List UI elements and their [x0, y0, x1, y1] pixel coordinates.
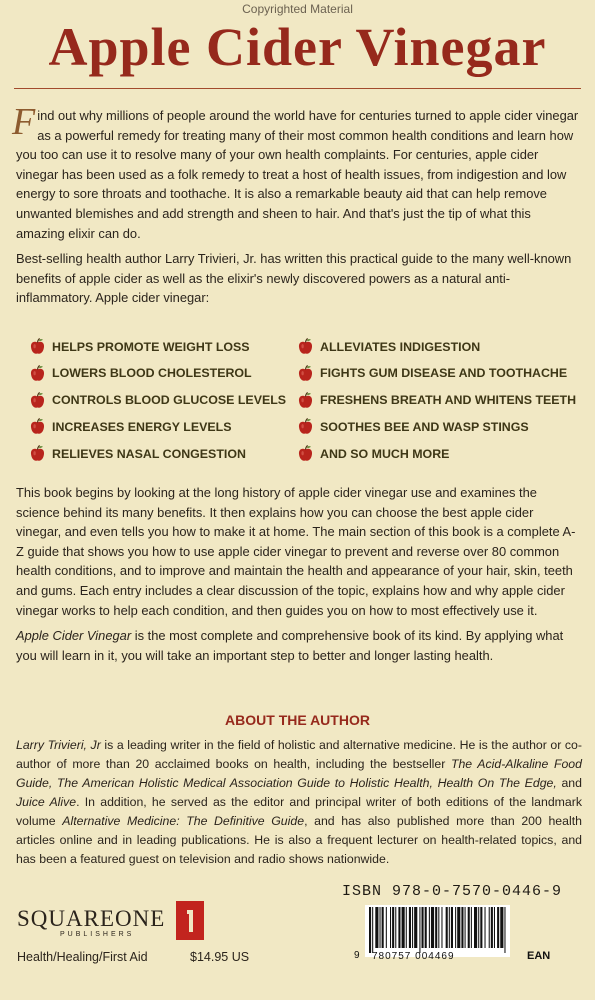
author-bio	[16, 736, 582, 869]
benefit-label: INCREASES ENERGY LEVELS	[52, 419, 232, 434]
title-divider	[14, 88, 581, 89]
body-paragraph-2-text: is the most complete and comprehensive book of its kind. By applying what you will learn in it, you will take an important step to better and longer lasting health.	[16, 628, 564, 663]
benefit-label: FIGHTS GUM DISEASE AND TOOTHACHE	[320, 366, 568, 381]
barcode-bar	[422, 907, 424, 948]
benefit-item	[298, 445, 449, 462]
barcode-bar	[451, 907, 453, 948]
barcode-bar	[485, 907, 486, 948]
barcode-bar	[402, 907, 405, 948]
barcode-bar	[419, 907, 420, 953]
barcode-bar	[465, 907, 466, 948]
book-title: Apple Cider Vinegar	[48, 17, 547, 77]
barcode-bar	[429, 907, 430, 948]
benefit-label: HELPS PROMOTE WEIGHT LOSS	[52, 339, 250, 354]
barcode-bar	[504, 907, 505, 953]
barcode-bar	[414, 907, 417, 948]
benefit-item	[298, 418, 529, 435]
author-name: Larry Trivieri, Jr	[16, 738, 101, 752]
intro-paragraph	[12, 101, 582, 243]
author-bio-text-2: and	[556, 776, 582, 790]
barcode-digits: 780757 004469	[372, 951, 455, 962]
barcode-bar	[457, 907, 460, 948]
book-title-italic: Apple Cider Vinegar	[16, 628, 132, 644]
publisher-logo-mark	[176, 901, 204, 940]
apple-icon	[30, 365, 45, 382]
author-bio-text-3: . In addition, he served as the editor and principal writer of both editions of the landmark volume	[16, 795, 582, 828]
barcode-bar	[392, 907, 394, 948]
intro-paragraph-text: ind out why millions of people around the world have for centuries turned to apple cider vinegar as a powerful remedy for treating many of their most common health conditions and learn how you too can use it to resolve many of your own health complaints. For centuries, apple cider vinegar has been used as a folk remedy to treat a host of health issues, from indigestion and low energy to sore throats and toothache. It is also a remarkable beauty aid that can help remove unwanted blemishes and add strength and sheen to hair. And that's just the tip of what this amazing elixir can do.	[16, 108, 579, 241]
benefit-item	[30, 365, 252, 382]
barcode-bar	[489, 907, 490, 948]
barcode-bar	[471, 907, 472, 948]
barcode-bar	[375, 907, 378, 948]
barcode-bar	[382, 907, 384, 948]
watermark: Copyrighted Material	[242, 2, 353, 16]
benefit-item	[298, 365, 567, 382]
benefit-item	[30, 445, 246, 462]
barcode-bar	[406, 907, 407, 948]
barcode-bar	[494, 907, 495, 948]
drop-cap: F	[12, 101, 36, 143]
apple-icon	[298, 445, 313, 462]
apple-icon	[30, 338, 45, 355]
barcode-bar	[369, 907, 371, 953]
benefit-item	[298, 338, 480, 355]
barcode-bar	[441, 907, 442, 948]
isbn: ISBN 978-0-7570-0446-9	[342, 883, 563, 900]
barcode-bar	[438, 907, 439, 948]
barcode	[365, 905, 510, 957]
barcode-bar	[480, 907, 482, 948]
barcode-number	[354, 950, 455, 962]
benefit-label: RELIEVES NASAL CONGESTION	[52, 446, 246, 461]
barcode-bar	[395, 907, 396, 948]
barcode-bar	[398, 907, 400, 948]
barcode-bar	[474, 907, 477, 948]
author-bio-text-1: is a leading writer in the field of holistic and alternative medicine. He is the author or co-author of more than 20 acclaimed books on health, including the bestseller	[16, 738, 582, 771]
category-label: Health/Healing/First Aid	[17, 950, 148, 964]
apple-icon	[30, 392, 45, 409]
barcode-bar	[478, 907, 479, 948]
body-paragraph-2	[16, 626, 582, 665]
price: $14.95 US	[190, 950, 250, 964]
intro-paragraph-2: Best-selling health author Larry Trivieri, Jr. has written this practical guide to the many well-known benefits of apple cider as well as the elixir's newly discovered powers as a natural anti-inflammatory. Apple cider vinegar:	[16, 251, 572, 306]
benefit-label: LOWERS BLOOD CHOLESTEROL	[52, 366, 252, 381]
benefit-item	[298, 392, 576, 409]
barcode-bar	[431, 907, 434, 948]
apple-icon	[298, 392, 313, 409]
barcode-bar	[497, 907, 499, 948]
benefit-label: FRESHENS BREATH AND WHITENS TEETH	[320, 393, 577, 408]
barcode-bar	[412, 907, 413, 948]
benefit-label: SOOTHES BEE AND WASP STINGS	[320, 419, 529, 434]
barcode-bar	[468, 907, 470, 948]
barcode-lead-digit: 9	[354, 950, 361, 961]
author-books-3: Alternative Medicine: The Definitive Guide	[62, 814, 305, 828]
apple-icon	[298, 365, 313, 382]
author-bio-text-4: , and has also published more than 200 health articles online and in leading publications. He is also a frequent lecturer on health-related topics, and has been a featured guest on television and radio shows nationwide.	[16, 814, 582, 866]
barcode-bar	[461, 907, 463, 948]
barcode-bar	[380, 907, 381, 948]
benefit-item	[30, 392, 286, 409]
apple-icon	[298, 418, 313, 435]
ean-label: EAN	[527, 950, 551, 962]
barcode-bar	[455, 907, 456, 948]
barcode-bar	[409, 907, 411, 948]
barcode-bar	[390, 907, 391, 948]
barcode-bar	[425, 907, 427, 948]
publisher-sub: PUBLISHERS	[60, 931, 135, 938]
barcode-bar	[446, 907, 448, 948]
barcode-bar	[372, 907, 373, 953]
body-text	[16, 483, 582, 671]
barcode-bar	[491, 907, 493, 948]
apple-icon	[30, 418, 45, 435]
about-author-heading: ABOUT THE AUTHOR	[225, 712, 370, 728]
benefit-item	[30, 418, 231, 435]
barcode-bar	[386, 907, 387, 948]
benefit-label: ALLEVIATES INDIGESTION	[320, 339, 481, 354]
author-books-2: Juice Alive	[16, 795, 77, 809]
body-paragraph: This book begins by looking at the long history of apple cider vinegar use and examines the science behind its many benefits. It then explains how you can choose the best apple cider vinegar, and even tells you how to make it at home. The main section of this book is a complete A-Z guide that shows you how to use apple cider vinegar to prevent and reverse over 80 common health conditions, and to improve and maintain the health and appearance of your hair, skin, teeth and gums. Each entry includes a clear discussion of the topic, explains how and why apple cider vinegar works to help each condition, and then guides you on how to most effectively use it.	[16, 485, 576, 618]
benefit-label: AND SO MUCH MORE	[320, 446, 450, 461]
benefit-label: CONTROLS BLOOD GLUCOSE LEVELS	[52, 393, 287, 408]
author-books-1: The Acid-Alkaline Food Guide, The American Holistic Medical Association Guide to Holistic Health, Health On The Edge,	[16, 757, 582, 790]
benefit-item	[30, 338, 250, 355]
intro-text	[12, 101, 582, 314]
barcode-bar	[449, 907, 450, 948]
apple-icon	[30, 445, 45, 462]
barcode-bar	[500, 907, 503, 948]
apple-icon	[298, 338, 313, 355]
barcode-bar	[435, 907, 437, 948]
publisher-logo: SQUAREONE	[17, 906, 166, 931]
